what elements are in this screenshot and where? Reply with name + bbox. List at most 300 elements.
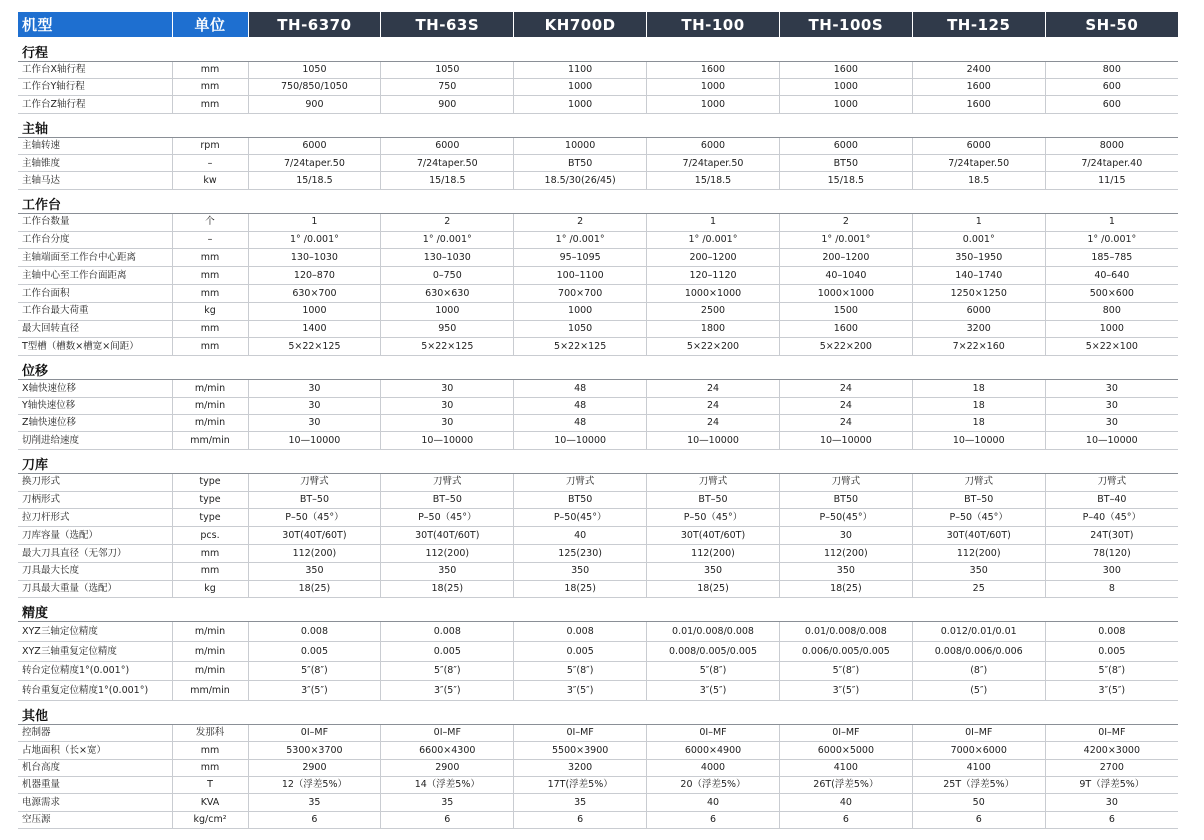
- spec-value: 1000: [514, 78, 647, 95]
- spec-value: 6000: [248, 137, 381, 154]
- spec-value: 120–1120: [647, 267, 780, 285]
- spec-value: BT–40: [1045, 491, 1178, 509]
- spec-row: [18, 380, 1178, 397]
- spec-value: 6000: [381, 137, 514, 154]
- spec-value: 800: [1045, 302, 1178, 320]
- spec-value: 200–1200: [779, 249, 912, 267]
- spec-value: 130–1030: [248, 249, 381, 267]
- spec-value: 30: [1045, 794, 1178, 811]
- spec-name: 转台重复定位精度1°(0.001°): [18, 681, 172, 701]
- spec-value: 7×22×160: [912, 338, 1045, 356]
- spec-row: [18, 509, 1178, 527]
- spec-value: BT–50: [647, 491, 780, 509]
- spec-value: 35: [248, 794, 381, 811]
- spec-value: P–50（45°）: [647, 509, 780, 527]
- spec-value: 6: [381, 811, 514, 828]
- spec-value: 140–1740: [912, 267, 1045, 285]
- spec-value: 0.008: [514, 622, 647, 642]
- spec-unit: kg: [172, 580, 248, 598]
- spec-unit: kw: [172, 172, 248, 189]
- spec-value: 10—10000: [647, 432, 780, 449]
- spec-value: 1600: [912, 78, 1045, 95]
- spec-value: 7/24taper.50: [912, 155, 1045, 172]
- spec-value: 350: [248, 562, 381, 580]
- spec-value: 78(120): [1045, 544, 1178, 562]
- section-title: 行程: [18, 37, 1178, 61]
- spec-value: 6000: [912, 302, 1045, 320]
- spec-unit: 发那科: [172, 724, 248, 741]
- header-unit-label: 单位: [172, 12, 248, 37]
- spec-name: 刀具最大重量（选配）: [18, 580, 172, 598]
- spec-value: 4100: [779, 759, 912, 776]
- spec-value: 1: [912, 213, 1045, 231]
- spec-value: 10—10000: [514, 432, 647, 449]
- spec-value: 18(25): [381, 580, 514, 598]
- spec-row: [18, 137, 1178, 154]
- spec-unit: mm: [172, 544, 248, 562]
- spec-value: 0–750: [381, 267, 514, 285]
- spec-row: [18, 759, 1178, 776]
- spec-value: 1000: [381, 302, 514, 320]
- spec-value: 3200: [514, 759, 647, 776]
- spec-value: 8000: [1045, 137, 1178, 154]
- spec-value: 0.005: [1045, 641, 1178, 661]
- header-model-col: TH-100: [647, 12, 780, 37]
- spec-row: [18, 338, 1178, 356]
- spec-value: 刀臂式: [514, 473, 647, 491]
- spec-value: 2900: [381, 759, 514, 776]
- spec-name: 工作台Y轴行程: [18, 78, 172, 95]
- spec-row: [18, 172, 1178, 189]
- spec-value: 1: [1045, 213, 1178, 231]
- spec-name: 工作台数量: [18, 213, 172, 231]
- spec-unit: mm: [172, 759, 248, 776]
- spec-value: 1250×1250: [912, 285, 1045, 303]
- spec-value: 15/18.5: [779, 172, 912, 189]
- spec-value: 0.005: [381, 641, 514, 661]
- spec-value: 24: [647, 397, 780, 414]
- spec-body: [18, 37, 1178, 829]
- spec-value: 30T(40T/60T): [381, 527, 514, 545]
- spec-value: 2: [514, 213, 647, 231]
- spec-value: 30T(40T/60T): [248, 527, 381, 545]
- spec-value: 5×22×100: [1045, 338, 1178, 356]
- spec-name: 工作台Z轴行程: [18, 96, 172, 113]
- spec-value: 0I–MF: [1045, 724, 1178, 741]
- spec-unit: rpm: [172, 137, 248, 154]
- spec-name: 空压源: [18, 811, 172, 828]
- spec-value: P–50(45°）: [514, 509, 647, 527]
- spec-unit: mm: [172, 338, 248, 356]
- spec-value: 5″(8″): [514, 661, 647, 681]
- spec-name: XYZ三轴定位精度: [18, 622, 172, 642]
- spec-value: 5×22×200: [779, 338, 912, 356]
- spec-value: 0I–MF: [647, 724, 780, 741]
- spec-value: 4100: [912, 759, 1045, 776]
- spec-value: 800: [1045, 61, 1178, 78]
- spec-value: 750/850/1050: [248, 78, 381, 95]
- spec-unit: T: [172, 776, 248, 793]
- section-header: [18, 189, 1178, 213]
- spec-row: [18, 580, 1178, 598]
- spec-value: 10—10000: [248, 432, 381, 449]
- spec-value: 1: [647, 213, 780, 231]
- spec-value: 1000: [514, 302, 647, 320]
- spec-name: 工作台分度: [18, 231, 172, 249]
- spec-name: 电源需求: [18, 794, 172, 811]
- spec-value: 24: [779, 397, 912, 414]
- spec-value: 刀臂式: [912, 473, 1045, 491]
- spec-row: [18, 320, 1178, 338]
- spec-value: 6: [1045, 811, 1178, 828]
- spec-value: 2900: [248, 759, 381, 776]
- header-model-label: 机型: [18, 12, 172, 37]
- spec-unit: pcs.: [172, 527, 248, 545]
- spec-unit: 个: [172, 213, 248, 231]
- spec-row: [18, 61, 1178, 78]
- spec-value: 25: [912, 580, 1045, 598]
- spec-row: [18, 622, 1178, 642]
- spec-value: 2: [779, 213, 912, 231]
- spec-value: 0.008/0.005/0.005: [647, 641, 780, 661]
- spec-value: (5″): [912, 681, 1045, 701]
- spec-unit: type: [172, 491, 248, 509]
- spec-value: P–50(45°）: [779, 509, 912, 527]
- spec-value: 350: [647, 562, 780, 580]
- spec-value: 3″(5″): [514, 681, 647, 701]
- spec-value: 6000: [647, 137, 780, 154]
- spec-row: [18, 527, 1178, 545]
- section-title: 其他: [18, 700, 1178, 724]
- spec-row: [18, 155, 1178, 172]
- spec-name: 主轴端面至工作台中心距离: [18, 249, 172, 267]
- spec-value: 1000×1000: [779, 285, 912, 303]
- spec-value: 刀臂式: [779, 473, 912, 491]
- spec-unit: kg/cm²: [172, 811, 248, 828]
- section-header: [18, 598, 1178, 622]
- spec-value: 630×700: [248, 285, 381, 303]
- spec-value: 1000: [779, 96, 912, 113]
- spec-value: 0I–MF: [381, 724, 514, 741]
- spec-name: 换刀形式: [18, 473, 172, 491]
- spec-value: BT–50: [912, 491, 1045, 509]
- spec-value: 0I–MF: [248, 724, 381, 741]
- spec-name: 主轴锥度: [18, 155, 172, 172]
- spec-unit: mm/min: [172, 681, 248, 701]
- header-row: [18, 12, 1178, 37]
- spec-value: 1050: [381, 61, 514, 78]
- spec-name: 主轴中心至工作台面距离: [18, 267, 172, 285]
- spec-value: 500×600: [1045, 285, 1178, 303]
- spec-value: 3″(5″): [381, 681, 514, 701]
- spec-row: [18, 562, 1178, 580]
- spec-value: 1600: [912, 96, 1045, 113]
- spec-name: 切削进给速度: [18, 432, 172, 449]
- spec-value: 1000: [647, 78, 780, 95]
- spec-value: 18: [912, 397, 1045, 414]
- spec-value: 3″(5″): [248, 681, 381, 701]
- spec-value: 1800: [647, 320, 780, 338]
- header-model-col: KH700D: [514, 12, 647, 37]
- section-header: [18, 700, 1178, 724]
- spec-value: 1° /0.001°: [248, 231, 381, 249]
- spec-unit: mm/min: [172, 432, 248, 449]
- spec-name: 最大回转直径: [18, 320, 172, 338]
- spec-value: 1° /0.001°: [647, 231, 780, 249]
- spec-value: 8: [1045, 580, 1178, 598]
- section-header: [18, 356, 1178, 380]
- spec-value: 112(200): [779, 544, 912, 562]
- spec-value: 1° /0.001°: [1045, 231, 1178, 249]
- spec-unit: mm: [172, 61, 248, 78]
- spec-value: 0.006/0.005/0.005: [779, 641, 912, 661]
- spec-unit: –: [172, 155, 248, 172]
- section-header: [18, 37, 1178, 61]
- spec-value: 5″(8″): [1045, 661, 1178, 681]
- spec-value: 0.01/0.008/0.008: [779, 622, 912, 642]
- spec-unit: mm: [172, 267, 248, 285]
- spec-name: X轴快速位移: [18, 380, 172, 397]
- spec-unit: m/min: [172, 622, 248, 642]
- spec-value: 7000×6000: [912, 742, 1045, 759]
- spec-value: 7/24taper.40: [1045, 155, 1178, 172]
- spec-value: 2400: [912, 61, 1045, 78]
- spec-value: 600: [1045, 78, 1178, 95]
- spec-value: 0.005: [248, 641, 381, 661]
- spec-value: 12（浮差5%）: [248, 776, 381, 793]
- spec-value: 200–1200: [647, 249, 780, 267]
- spec-value: 5500×3900: [514, 742, 647, 759]
- spec-name: 工作台面积: [18, 285, 172, 303]
- spec-row: [18, 724, 1178, 741]
- spec-value: 5″(8″): [381, 661, 514, 681]
- spec-row: [18, 397, 1178, 414]
- spec-value: 15/18.5: [381, 172, 514, 189]
- spec-value: 30T(40T/60T): [912, 527, 1045, 545]
- spec-value: 750: [381, 78, 514, 95]
- spec-value: 6: [248, 811, 381, 828]
- spec-value: 14（浮差5%）: [381, 776, 514, 793]
- spec-unit: m/min: [172, 661, 248, 681]
- header-model-col: SH-50: [1045, 12, 1178, 37]
- spec-value: 1600: [779, 61, 912, 78]
- spec-value: 6000: [912, 137, 1045, 154]
- spec-value: 900: [381, 96, 514, 113]
- spec-value: 112(200): [912, 544, 1045, 562]
- spec-value: 17T(浮差5%）: [514, 776, 647, 793]
- spec-value: 15/18.5: [647, 172, 780, 189]
- spec-value: 6: [912, 811, 1045, 828]
- spec-name: 转台定位精度1°(0.001°): [18, 661, 172, 681]
- spec-value: 0.008: [381, 622, 514, 642]
- spec-value: 1° /0.001°: [381, 231, 514, 249]
- spec-name: Y轴快速位移: [18, 397, 172, 414]
- spec-value: 125(230): [514, 544, 647, 562]
- spec-value: BT50: [779, 155, 912, 172]
- spec-row: [18, 249, 1178, 267]
- spec-value: 30T(40T/60T): [647, 527, 780, 545]
- spec-value: (8″): [912, 661, 1045, 681]
- spec-value: 112(200): [248, 544, 381, 562]
- spec-value: 10000: [514, 137, 647, 154]
- spec-value: 0I–MF: [779, 724, 912, 741]
- spec-name: 机器重量: [18, 776, 172, 793]
- spec-value: 0.008: [1045, 622, 1178, 642]
- spec-value: 18.5: [912, 172, 1045, 189]
- spec-row: [18, 96, 1178, 113]
- spec-value: 18(25): [647, 580, 780, 598]
- spec-unit: type: [172, 473, 248, 491]
- spec-value: 2: [381, 213, 514, 231]
- spec-name: Z轴快速位移: [18, 415, 172, 432]
- spec-value: 600: [1045, 96, 1178, 113]
- spec-value: 1050: [248, 61, 381, 78]
- header-model-col: TH-63S: [381, 12, 514, 37]
- spec-value: 30: [381, 380, 514, 397]
- spec-value: 112(200): [381, 544, 514, 562]
- spec-value: 20（浮差5%）: [647, 776, 780, 793]
- spec-unit: m/min: [172, 415, 248, 432]
- spec-value: 5″(8″): [647, 661, 780, 681]
- spec-value: 18(25): [248, 580, 381, 598]
- spec-value: 24: [647, 380, 780, 397]
- spec-value: 2700: [1045, 759, 1178, 776]
- spec-name: 占地面积（长×宽）: [18, 742, 172, 759]
- spec-value: 18: [912, 415, 1045, 432]
- spec-table: [18, 12, 1178, 829]
- spec-value: 30: [1045, 415, 1178, 432]
- spec-value: 1000×1000: [647, 285, 780, 303]
- spec-row: [18, 231, 1178, 249]
- spec-value: 1° /0.001°: [779, 231, 912, 249]
- spec-value: 7/24taper.50: [248, 155, 381, 172]
- spec-value: 350: [779, 562, 912, 580]
- spec-name: 刀具最大长度: [18, 562, 172, 580]
- spec-value: 0.001°: [912, 231, 1045, 249]
- spec-name: 机台高度: [18, 759, 172, 776]
- spec-value: P–50（45°）: [912, 509, 1045, 527]
- spec-value: P–50（45°）: [248, 509, 381, 527]
- spec-value: 6000×5000: [779, 742, 912, 759]
- spec-value: 18(25): [779, 580, 912, 598]
- spec-sheet: [18, 12, 1178, 829]
- spec-name: XYZ三轴重复定位精度: [18, 641, 172, 661]
- spec-value: 24: [779, 415, 912, 432]
- spec-value: 0.012/0.01/0.01: [912, 622, 1045, 642]
- spec-value: 40–1040: [779, 267, 912, 285]
- spec-value: BT–50: [248, 491, 381, 509]
- spec-row: [18, 776, 1178, 793]
- spec-value: 1400: [248, 320, 381, 338]
- spec-row: [18, 267, 1178, 285]
- spec-row: [18, 811, 1178, 828]
- spec-value: 10—10000: [912, 432, 1045, 449]
- spec-value: 4000: [647, 759, 780, 776]
- spec-value: 15/18.5: [248, 172, 381, 189]
- spec-value: 35: [514, 794, 647, 811]
- spec-row: [18, 742, 1178, 759]
- spec-value: 18: [912, 380, 1045, 397]
- spec-value: 0.008/0.006/0.006: [912, 641, 1045, 661]
- spec-value: 30: [248, 397, 381, 414]
- spec-value: 25T（浮差5%）: [912, 776, 1045, 793]
- spec-value: 30: [248, 380, 381, 397]
- spec-value: 35: [381, 794, 514, 811]
- spec-value: 112(200): [647, 544, 780, 562]
- spec-value: BT50: [514, 155, 647, 172]
- spec-value: 950: [381, 320, 514, 338]
- spec-value: 18.5/30(26/45): [514, 172, 647, 189]
- section-title: 位移: [18, 356, 1178, 380]
- header-model-col: TH-100S: [779, 12, 912, 37]
- spec-value: 5×22×125: [381, 338, 514, 356]
- spec-value: 5×22×125: [514, 338, 647, 356]
- spec-unit: mm: [172, 320, 248, 338]
- spec-unit: m/min: [172, 641, 248, 661]
- spec-row: [18, 415, 1178, 432]
- spec-unit: m/min: [172, 397, 248, 414]
- spec-value: 9T（浮差5%）: [1045, 776, 1178, 793]
- spec-value: 40: [779, 794, 912, 811]
- spec-name: 刀库容量（选配）: [18, 527, 172, 545]
- header-model-col: TH-125: [912, 12, 1045, 37]
- spec-value: 40–640: [1045, 267, 1178, 285]
- spec-value: 30: [779, 527, 912, 545]
- spec-value: 185–785: [1045, 249, 1178, 267]
- spec-value: 6600×4300: [381, 742, 514, 759]
- spec-unit: KVA: [172, 794, 248, 811]
- spec-value: 刀臂式: [381, 473, 514, 491]
- spec-value: 5×22×125: [248, 338, 381, 356]
- spec-unit: mm: [172, 285, 248, 303]
- spec-value: BT–50: [381, 491, 514, 509]
- spec-value: 40: [514, 527, 647, 545]
- spec-value: 1050: [514, 320, 647, 338]
- section-header: [18, 113, 1178, 137]
- spec-value: 1000: [248, 302, 381, 320]
- spec-row: [18, 681, 1178, 701]
- section-header: [18, 449, 1178, 473]
- spec-value: 1000: [647, 96, 780, 113]
- spec-row: [18, 491, 1178, 509]
- spec-value: 4200×3000: [1045, 742, 1178, 759]
- spec-value: 1° /0.001°: [514, 231, 647, 249]
- spec-value: 30: [248, 415, 381, 432]
- spec-value: 0.01/0.008/0.008: [647, 622, 780, 642]
- spec-unit: mm: [172, 96, 248, 113]
- spec-unit: kg: [172, 302, 248, 320]
- spec-row: [18, 302, 1178, 320]
- spec-value: 7/24taper.50: [381, 155, 514, 172]
- spec-value: 30: [1045, 397, 1178, 414]
- spec-value: 1600: [647, 61, 780, 78]
- spec-value: 0I–MF: [912, 724, 1045, 741]
- spec-name: 控制器: [18, 724, 172, 741]
- spec-value: 6000×4900: [647, 742, 780, 759]
- spec-value: 刀臂式: [248, 473, 381, 491]
- spec-unit: type: [172, 509, 248, 527]
- spec-value: 2500: [647, 302, 780, 320]
- spec-value: 6: [647, 811, 780, 828]
- spec-value: 120–870: [248, 267, 381, 285]
- spec-value: 0.005: [514, 641, 647, 661]
- spec-row: [18, 432, 1178, 449]
- spec-name: 主轴马达: [18, 172, 172, 189]
- spec-value: BT50: [514, 491, 647, 509]
- section-title: 刀库: [18, 449, 1178, 473]
- spec-row: [18, 641, 1178, 661]
- spec-row: [18, 473, 1178, 491]
